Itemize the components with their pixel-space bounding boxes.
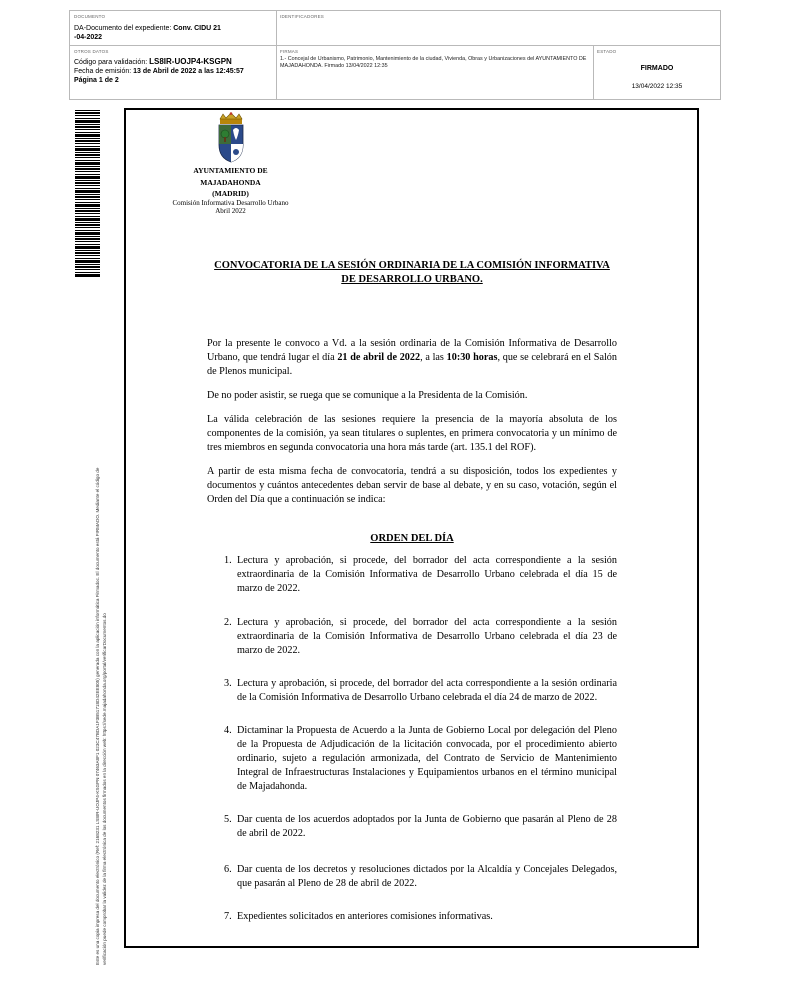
agenda-item: [207, 554, 617, 596]
agenda-item-text: Dar cuenta de los decretos y resoluciones dictados por la Alcaldía y Concejales Delegados, que pasarán al Pleno de 28 de abril de 2022.: [237, 864, 617, 889]
letter-title-line2: DE DESARROLLO URBANO.: [341, 274, 483, 285]
paragraph-convocatoria: [207, 337, 617, 379]
otros-datos-label: OTROS DATOS: [74, 49, 109, 54]
codigo-label: Código para validación:: [74, 59, 148, 66]
letterhead: [163, 112, 298, 216]
p1-text-a: Por la presente le convoco a Vd. a la sesión ordinaria de la Comisión Informativa de Desarrollo Urbano, que tendrá lugar el día: [207, 338, 617, 363]
paragraph-expedientes: A partir de esta misma fecha de convocatoria, tendrá a su disposición, todos los expedientes y documentos y cuántos antecedentes deban servir de base al debate, y en su caso, votación, según el Orden del Día que a continuación se indica:: [207, 466, 617, 505]
side-text-line2: verificación puede comprobar la validez de la firma electrónica de los documentos firmados en la dirección web: https://sede.majadahonda.org/portal/verificarDocumentos.do: [101, 613, 107, 965]
agenda-item-number: 4.: [224, 725, 232, 736]
orden-del-dia-title: ORDEN DEL DÍA: [370, 533, 454, 544]
fecha-label: Fecha de emisión:: [74, 68, 132, 75]
agenda-item-number: 5.: [224, 814, 232, 825]
agenda-item-text: Dictaminar la Propuesta de Acuerdo a la Junta de Gobierno Local por delegación del Pleno de la Propuesta de Adjudicación de la licitación convocada, por el procedimiento abierto ordinario, sujeto a regulación armonizada, del Contrato de Servicio de Mantenimiento Integral de Infraestructuras Instalaciones y Equipamientos urbanos en el término municipal de Majadahonda.: [237, 725, 617, 792]
agenda-item-text: Lectura y aprobación, si procede, del borrador del acta correspondiente a la sesión ordinaria de la Comisión Informativa de Desarrollo Urbano celebrada el día 24 de marzo de 2022.: [237, 678, 617, 703]
paragraph-asistencia: De no poder asistir, se ruega que se comunique a la Presidenta de la Comisión.: [207, 390, 528, 401]
coat-of-arms-icon: [211, 112, 251, 164]
org-line1: AYUNTAMIENTO DE: [193, 166, 268, 175]
side-text-line1: Este es una copia impresa del documento electrónico (Ref: 2168231 LS8IR-UOJP4-KSGPN 07463A8F1 023C47BDA1F3B51718D42EE805) generada con la aplicación informática Firmadoc. El documento está FIRMADO. Mediante el código de: [95, 467, 100, 965]
document-cell: [74, 14, 274, 42]
codigo-validacion: LS8IR-UOJP4-KSGPN: [149, 57, 232, 66]
agenda-item: [207, 724, 617, 794]
estado-fecha: 13/04/2022 12:35: [631, 83, 683, 90]
agenda-list: [207, 554, 617, 924]
document-text: DA-Documento del expediente:: [74, 25, 172, 32]
paragraph-quorum: La válida celebración de las sesiones requiere la presencia de la mayoría absoluta de los componentes de la comisión, ya sean titulares o suplentes, en primera convocatoria y un mínimo de tres miembros en segunda convocatoria una hora más tarde (art. 135.1 del ROF).: [207, 414, 617, 453]
org-date: Abril 2022: [215, 207, 246, 215]
agenda-item-number: 7.: [224, 911, 232, 922]
agenda-item-number: 6.: [224, 864, 232, 875]
agenda-item-text: Expedientes solicitados en anteriores comisiones informativas.: [237, 911, 493, 922]
p1-text-b: , a las: [420, 352, 447, 363]
document-expediente-date: -04-2022: [74, 34, 103, 41]
barcode-icon: [75, 110, 100, 278]
firmas-cell: [280, 49, 590, 69]
letter-title-line1: CONVOCATORIA DE LA SESIÓN ORDINARIA DE LA COMISIÓN INFORMATIVA: [214, 260, 610, 271]
estado-cell: [597, 49, 717, 93]
agenda-item: [207, 863, 617, 891]
document-header: [69, 10, 721, 100]
org-line2: MAJADAHONDA: [200, 177, 261, 187]
org-line3: (MADRID): [212, 189, 249, 198]
pagina: Página 1 de 2: [74, 77, 119, 84]
letter-title: [207, 259, 617, 287]
agenda-item: [207, 677, 617, 705]
agenda-item-text: Lectura y aprobación, si procede, del borrador del acta correspondiente a la sesión extraordinaria de la Comisión Informativa de Desarrollo Urbano celebrada el día 23 de marzo de 2022.: [237, 617, 617, 656]
letter-body: [207, 259, 617, 924]
agenda-item: [207, 616, 617, 658]
document-expediente: Conv. CIDU 21: [173, 25, 221, 32]
agenda-item: [207, 910, 617, 924]
estado-value: FIRMADO: [640, 65, 674, 72]
otros-datos-cell: [74, 49, 274, 85]
firmas-text: 1.- Concejal de Urbanismo, Patrimonio, Mantenimiento de la ciudad, Vivienda, Obras y Urbanizaciones del AYUNTAMIENTO DE MAJADAHONDA. Firmado 13/04/2022 12:35: [280, 56, 587, 69]
agenda-item-text: Dar cuenta de los acuerdos adoptados por la Junta de Gobierno que pasarán al Pleno de 28 de abril de 2022.: [237, 814, 617, 839]
identificadores-label: IDENTIFICADORES: [280, 14, 325, 19]
meeting-date: 21 de abril de 2022: [337, 352, 421, 363]
identificadores-cell: [280, 14, 580, 19]
agenda-item-number: 3.: [224, 678, 232, 689]
agenda-item: [207, 813, 617, 841]
document-label: DOCUMENTO: [74, 14, 106, 19]
firmas-label: FIRMAS: [280, 49, 299, 54]
agenda-item-text: Lectura y aprobación, si procede, del borrador del acta correspondiente a la sesión extraordinaria de la Comisión Informativa de Desarrollo Urbano celebrada el día 15 de marzo de 2022.: [237, 555, 617, 594]
agenda-item-number: 1.: [224, 555, 232, 566]
estado-label: ESTADO: [597, 49, 617, 54]
p1-text-c: , que se celebrará en el Salón de Plenos municipal.: [207, 352, 617, 377]
org-commission: Comisión Informativa Desarrollo Urbano: [172, 198, 289, 207]
agenda-item-number: 2.: [224, 617, 232, 628]
fecha-emision: 13 de Abril de 2022 a las 12:45:57: [133, 68, 244, 75]
meeting-time: 10:30 horas: [446, 352, 498, 363]
